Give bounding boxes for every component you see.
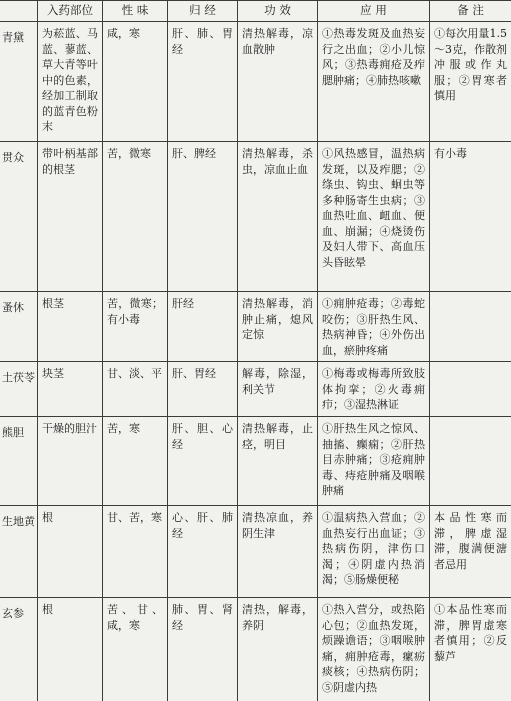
herb-nature: 苦、甘、咸，寒 <box>103 598 168 701</box>
table-row <box>0 292 511 362</box>
herb-part: 块茎 <box>38 362 103 416</box>
herb-part: 根茎 <box>38 292 103 361</box>
herb-application: ①风热感冒，温热病发斑，以及痄腮；②绦虫、钩虫、蛔虫等多种肠寄生虫病；③血热吐血、衄血、便血、崩漏；④烧烫伤及妇人带下、高血压头昏眩晕 <box>318 142 430 291</box>
herb-effect: 清热，解毒，养阴 <box>238 598 318 701</box>
table-row <box>0 142 511 292</box>
header-application: 应 用 <box>318 1 430 21</box>
herb-nature: 甘、淡、平 <box>103 362 168 416</box>
table-row <box>0 22 511 142</box>
herb-name: 土茯苓 <box>0 362 38 416</box>
herb-note: 本品性寒而滞，脾虚湿滞，腹满便溏者忌用 <box>434 511 507 571</box>
header-nature: 性 味 <box>103 1 168 21</box>
herb-effect: 清热解毒，杀虫，凉血止血 <box>238 142 318 291</box>
herb-part: 干燥的胆汁 <box>38 417 103 505</box>
herb-channel: 肝、脾经 <box>168 142 238 291</box>
herb-effect: 清热解毒，止痉，明目 <box>238 417 318 505</box>
herb-channel: 肝、胆、心经 <box>168 417 238 505</box>
header-name <box>0 1 38 21</box>
herb-nature: 苦，微寒 <box>103 142 168 291</box>
table-header <box>0 0 511 22</box>
herb-name: 生地黄 <box>0 506 38 597</box>
herb-name: 青黛 <box>0 22 38 141</box>
herb-application: ①痈肿疮毒；②毒蛇咬伤；③肝热生风、热病神昏；④外伤出血，瘀肿疼痛 <box>318 292 430 361</box>
herb-part: 带叶柄基部的根茎 <box>38 142 103 291</box>
herb-effect: 清热解毒，凉血散肿 <box>238 22 318 141</box>
herb-channel: 心、肝、肺经 <box>168 506 238 597</box>
header-note: 备 注 <box>457 3 484 18</box>
herb-nature: 苦，寒 <box>103 417 168 505</box>
header-part: 入药部位 <box>38 1 103 21</box>
herb-application: ①热毒发斑及血热妄行之出血；②小儿惊风；③热毒痈疮及痄腮肿痛；④肺热咳嗽 <box>318 22 430 141</box>
herb-note: ①本品性寒而滞，脾胃虚寒者慎用；②反藜芦 <box>434 603 507 663</box>
table-row <box>0 598 511 701</box>
herb-effect: 解毒，除湿，利关节 <box>238 362 318 416</box>
herb-part: 根 <box>38 506 103 597</box>
herb-nature: 苦，微寒；有小毒 <box>103 292 168 361</box>
herb-application: ①肝热生风之惊风、抽搐、癫痫；②肝热目赤肿痛；③疮痈肿毒、痔疮肿痛及咽喉肿痛 <box>318 417 430 505</box>
herb-name: 玄参 <box>0 598 38 701</box>
herb-name: 蚤休 <box>0 292 38 361</box>
herb-note <box>430 362 511 416</box>
herb-application: ①梅毒或梅毒所致肢体拘挛；②火毒痈疖；③湿热淋证 <box>318 362 430 416</box>
herb-nature: 咸，寒 <box>103 22 168 141</box>
herb-nature: 甘、苦，寒 <box>103 506 168 597</box>
header-channel: 归 经 <box>168 1 238 21</box>
herb-note: ①每次用量1.5～3克，作散剂冲服或作丸服；②胃寒者慎用 <box>434 27 507 102</box>
herb-part: 根 <box>38 598 103 701</box>
herb-channel: 肝经 <box>168 292 238 361</box>
herb-effect: 清热解毒，消肿止痛，熄风定惊 <box>238 292 318 361</box>
herb-name: 熊胆 <box>0 417 38 505</box>
herb-application: ①热入营分，或热陷心包；②血热发斑，烦躁谵语；③咽喉肿痛，痈肿疮毒，瘰疬痰核；④热病伤阴；⑤阴虚内热 <box>318 598 430 701</box>
herb-note <box>430 417 511 505</box>
table-row <box>0 506 511 598</box>
herb-channel: 肝、肺、胃经 <box>168 22 238 141</box>
herb-name: 贯众 <box>0 142 38 291</box>
table-row <box>0 362 511 417</box>
herb-note: 有小毒 <box>434 147 467 160</box>
header-effect: 功 效 <box>238 1 318 21</box>
herb-note <box>430 292 511 361</box>
herb-effect: 清热凉血，养阴生津 <box>238 506 318 597</box>
herb-channel: 肺、胃、肾经 <box>168 598 238 701</box>
table-row <box>0 417 511 506</box>
herb-application: ①温病热入营血；②血热妄行出血证；③热病伤阴，津伤口渴；④阴虚内热消渴；⑤肠燥便秘 <box>318 506 430 597</box>
herb-part: 为菘蓝、马蓝、蓼蓝、草大青等叶中的色素，经加工制取的蓝青色粉末 <box>38 22 103 141</box>
herb-channel: 肝、胃经 <box>168 362 238 416</box>
